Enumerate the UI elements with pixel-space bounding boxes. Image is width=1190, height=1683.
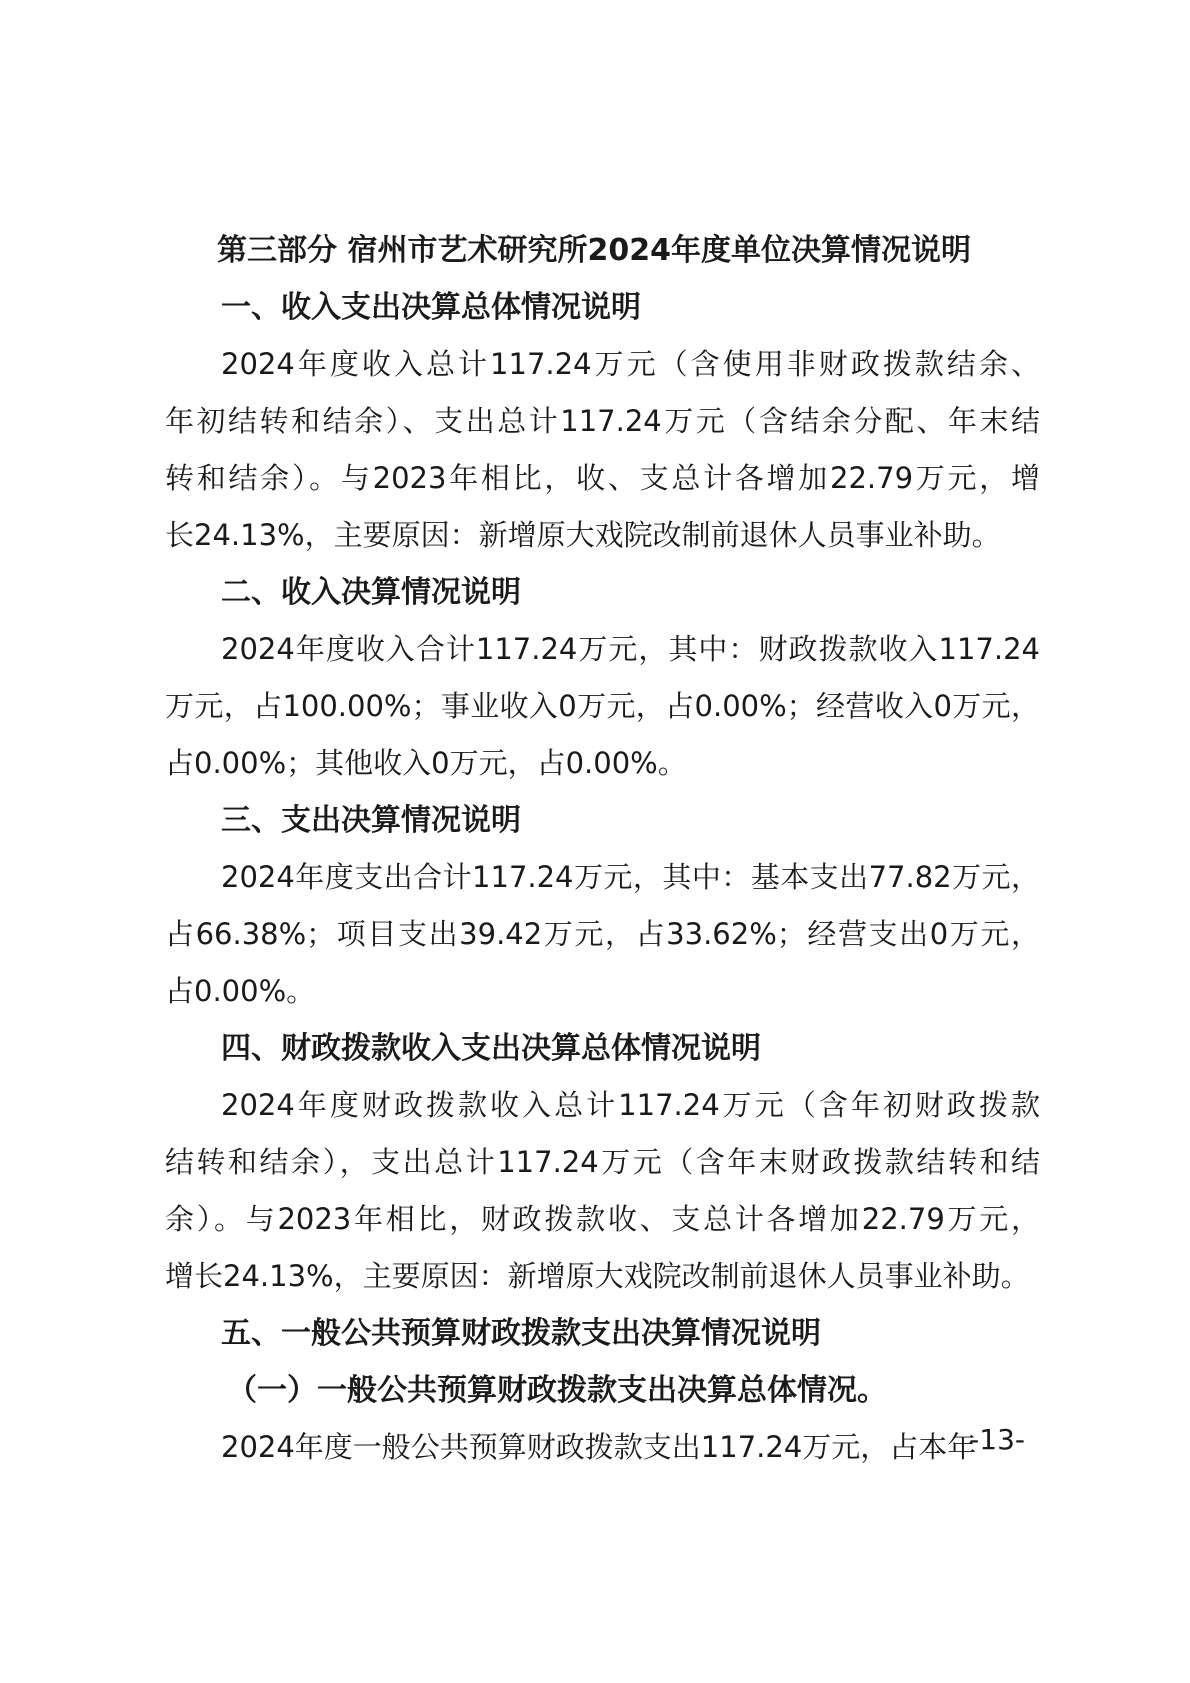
paragraph-line: 结转和结余），支出总计117.24万元（含年末财政拨款结转和结	[165, 1145, 1040, 1179]
section-heading-5: 五、一般公共预算财政拨款支出决算情况说明	[221, 1316, 821, 1351]
paragraph-line: 2024年度收入合计117.24万元，其中：财政拨款收入117.24	[221, 632, 1040, 666]
document-title: 第三部分 宿州市艺术研究所2024年度单位决算情况说明	[217, 233, 971, 268]
section-4-paragraph	[165, 1077, 1040, 1305]
section-heading-2: 二、收入决算情况说明	[221, 575, 521, 610]
paragraph-line: 占66.38%；项目支出39.42万元，占33.62%；经营支出0万元，	[165, 917, 1040, 951]
paragraph-line: 2024年度收入总计117.24万元（含使用非财政拨款结余、	[221, 347, 1040, 381]
paragraph-line: 占0.00%；其他收入0万元，占0.00%。	[165, 746, 687, 780]
paragraph-line: 长24.13%，主要原因：新增原大戏院改制前退休人员事业补助。	[165, 518, 1001, 552]
section-5-subheading: （一）一般公共预算财政拨款支出决算总体情况。	[227, 1373, 887, 1408]
section-heading-3: 三、支出决算情况说明	[221, 803, 521, 838]
section-heading-1: 一、收入支出决算总体情况说明	[221, 290, 641, 325]
section-3-paragraph	[165, 849, 1040, 1020]
section-5-paragraph	[165, 1419, 1040, 1476]
section-2-paragraph	[165, 621, 1040, 792]
paragraph-line: 万元，占100.00%；事业收入0万元，占0.00%；经营收入0万元，	[165, 689, 1040, 723]
paragraph-line: 2024年度财政拨款收入总计117.24万元（含年初财政拨款	[221, 1088, 1040, 1122]
paragraph-line: 转和结余）。与2023年相比，收、支总计各增加22.79万元，增	[165, 461, 1040, 495]
paragraph-line: 2024年度一般公共预算财政拨款支出117.24万元，占本年	[221, 1430, 977, 1464]
paragraph-line: 年初结转和结余）、支出总计117.24万元（含结余分配、年末结	[165, 404, 1040, 438]
section-heading-4: 四、财政拨款收入支出决算总体情况说明	[221, 1031, 761, 1066]
paragraph-line: 余）。与2023年相比，财政拨款收、支总计各增加22.79万元，	[165, 1202, 1040, 1236]
document-page	[165, 222, 1040, 1476]
page-number: -13-	[969, 1423, 1025, 1456]
paragraph-line: 占0.00%。	[165, 974, 316, 1008]
paragraph-line: 2024年度支出合计117.24万元，其中：基本支出77.82万元，	[221, 860, 1040, 894]
paragraph-line: 增长24.13%，主要原因：新增原大戏院改制前退休人员事业补助。	[165, 1259, 1030, 1293]
section-1-paragraph	[165, 336, 1040, 564]
